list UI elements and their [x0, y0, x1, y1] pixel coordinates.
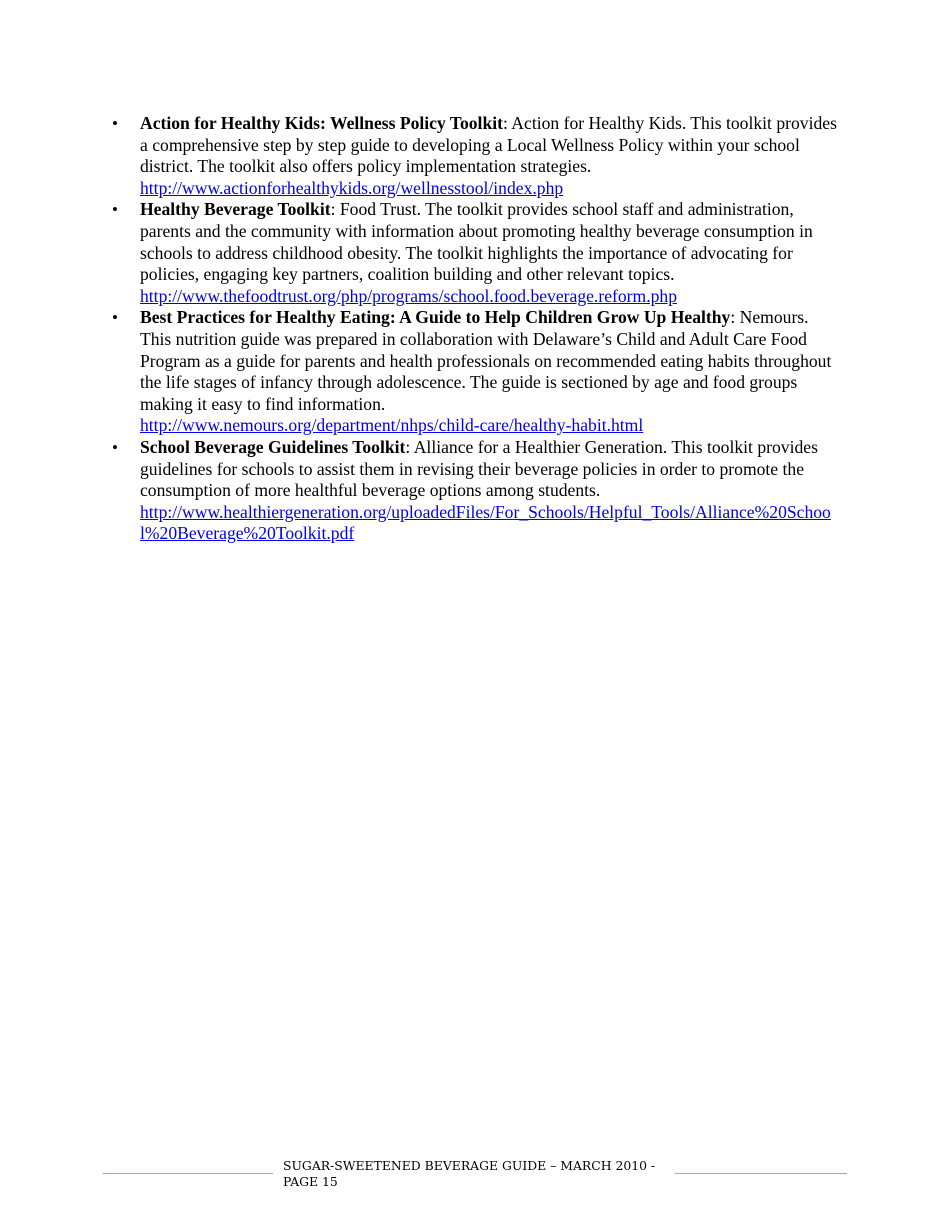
resource-description: : Food Trust. The toolkit provides school staff and administration, parents and the community with information about promoting healthy beverage consumption in schools to address childhood obesity. The toolkit highlights the importance of advocating for policies, engaging key partners, coalition building and other relevant topics. [140, 199, 813, 285]
bullet-icon: • [112, 114, 118, 133]
resource-title: Healthy Beverage Toolkit [140, 199, 331, 220]
resource-link[interactable]: http://www.healthiergeneration.org/uploadedFiles/For_Schools/Helpful_Tools/Alliance%20School%20Beverage%20Toolkit.pdf [140, 501, 831, 544]
bullet-icon: • [112, 200, 118, 220]
list-item [112, 199, 842, 307]
resource-link[interactable]: http://www.nemours.org/department/nhps/child-care/healthy-habit.html [140, 415, 644, 436]
list-item [112, 113, 842, 199]
footer-divider-left [103, 1173, 273, 1174]
resource-description: : Alliance for a Healthier Generation. This toolkit provides guidelines for schools to assist them in revising their beverage policies in order to promote the consumption of more healthful beverage options among students. [140, 436, 818, 501]
footer-divider-right [675, 1173, 847, 1174]
resource-title: School Beverage Guidelines Toolkit [140, 436, 406, 457]
resource-list [112, 113, 842, 545]
resource-title: Best Practices for Healthy Eating: A Guide to Help Children Grow Up Healthy [140, 307, 731, 328]
bullet-icon: • [112, 437, 118, 457]
footer-text: SUGAR-SWEETENED BEVERAGE GUIDE – MARCH 2010 -PAGE 15 [283, 1158, 656, 1189]
list-item [112, 307, 842, 437]
resource-title: Action for Healthy Kids: Wellness Policy Toolkit [140, 113, 503, 133]
resource-description: : Action for Healthy Kids. This toolkit provides a comprehensive step by step guide to developing a Local Wellness Policy within your school district. The toolkit also offers policy implementation strategies. [140, 113, 837, 177]
resource-description: : Nemours. This nutrition guide was prepared in collaboration with Delaware’s Child and Adult Care Food Program as a guide for parents and health professionals on recommended eating habits throughout the life stages of infancy through adolescence. The guide is sectioned by age and food groups making it easy to find information. [140, 307, 832, 414]
resource-link[interactable]: http://www.actionforhealthykids.org/wellnesstool/index.php [140, 177, 564, 198]
resource-link[interactable]: http://www.thefoodtrust.org/php/programs/school.food.beverage.reform.php [140, 285, 677, 306]
bullet-icon: • [112, 308, 118, 328]
page-footer [103, 1157, 847, 1197]
list-item [112, 437, 842, 545]
